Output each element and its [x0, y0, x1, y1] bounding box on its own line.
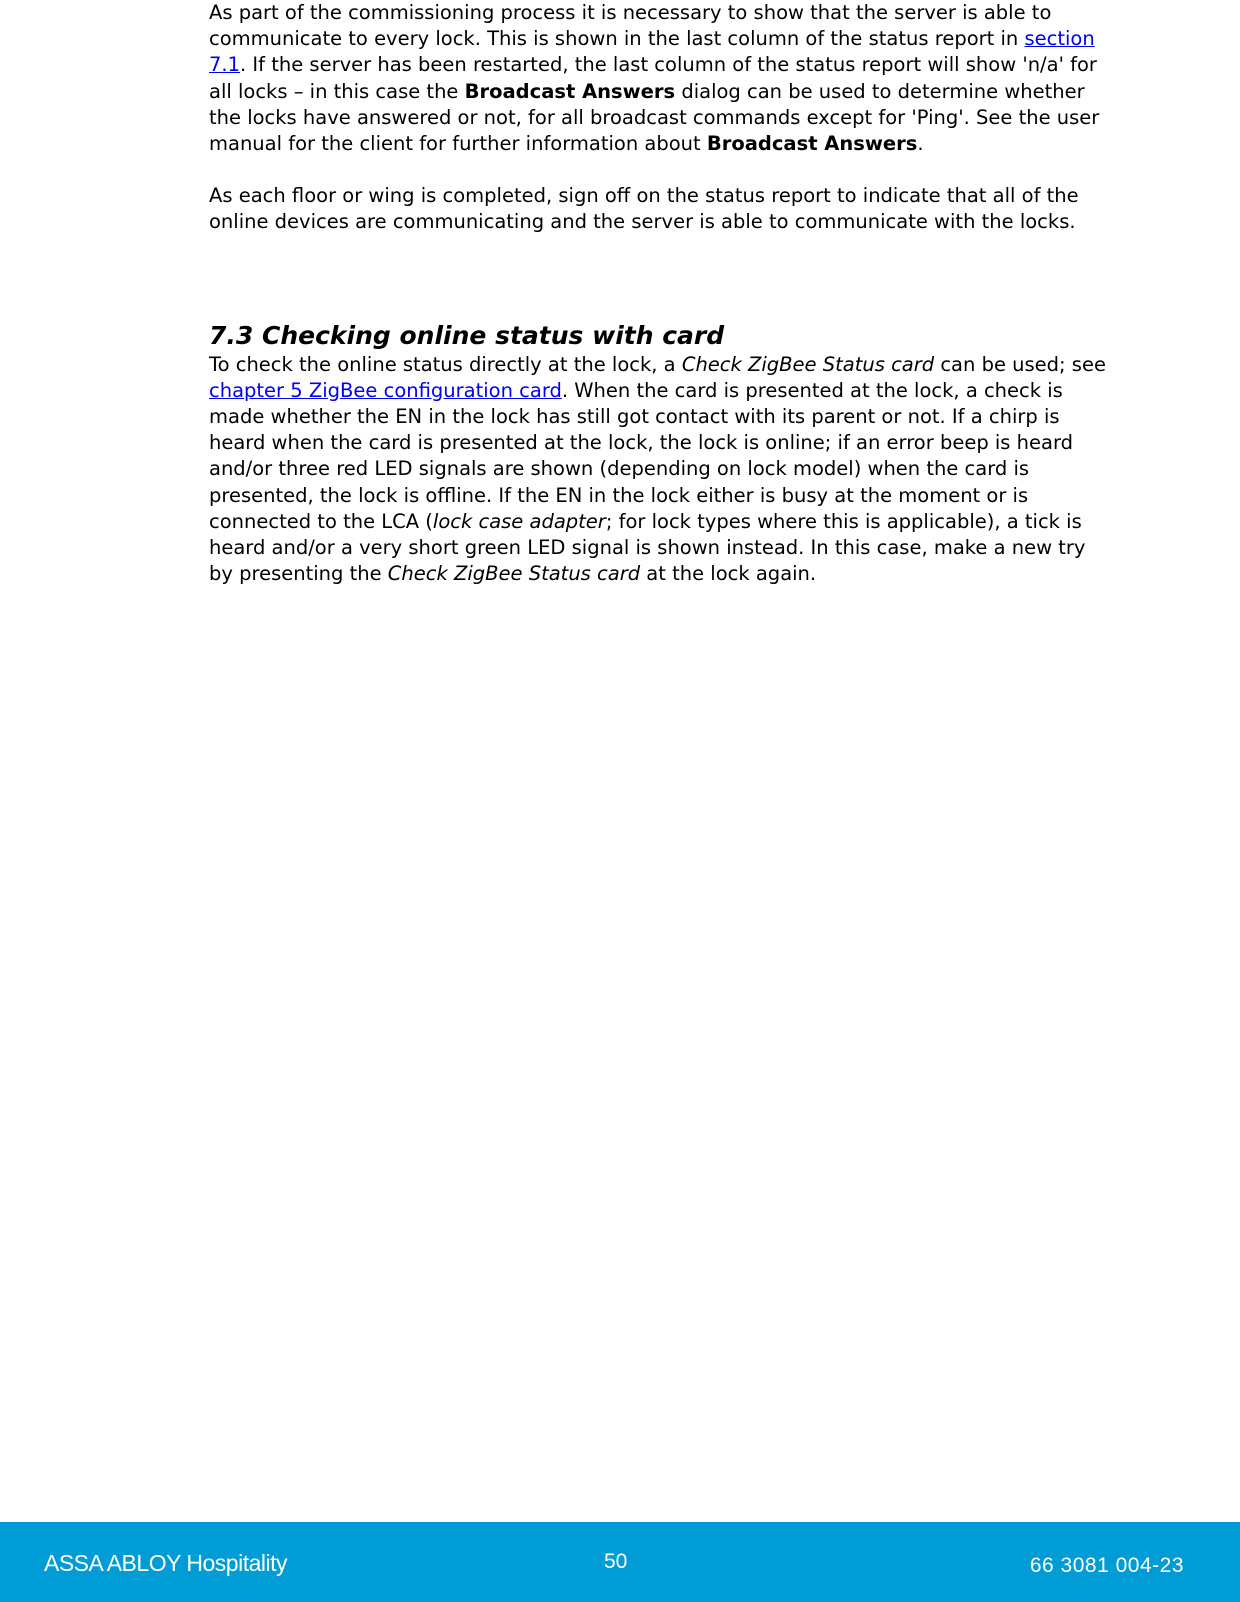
section-text-1: To check the online status directly at the lock, a: [209, 352, 682, 376]
document-number: 66 3081 004-23: [1029, 1554, 1184, 1577]
commissioning-paragraph: [209, 0, 1109, 157]
section-7-1-link[interactable]: section 7.1: [209, 27, 1095, 77]
paragraph-spacer: [209, 157, 1109, 183]
lock-case-adapter-italic: lock case adapter: [432, 509, 606, 533]
section-text-3: . When the card is presented at the lock, a check is made whether the EN in the lock has still got contact with its parent or not. If a chirp is heard when the card is presented at the lock, the lock is online; if an error beep is heard and/or three red LED signals are shown (depending on lock model) when the card is presented, the lock is offline. If the EN in the lock either is busy at the moment or is connected to the LCA (: [209, 378, 1074, 533]
broadcast-answers-bold-2: Broadcast Answers: [706, 132, 918, 156]
section-text-4: ; for lock types where this is applicable), a tick is heard and/or a very short green LED signal is shown instead. In this case, make a new try by presenting the: [209, 509, 1086, 586]
para1-text-3: dialog can be used to determine whether the locks have answered or not, for all broadcast commands except for 'Ping'. See the user manual for the client for further information about: [209, 79, 1100, 156]
chapter-5-link[interactable]: chapter 5 ZigBee configuration card: [209, 378, 562, 402]
online-status-paragraph: [209, 352, 1109, 588]
para1-text-2: . If the server has been restarted, the last column of the status report will show 'n/a' for all locks – in this case the: [209, 53, 1097, 103]
document-body: [209, 0, 1109, 587]
check-zigbee-status-card-italic-2: Check ZigBee Status card: [387, 562, 641, 586]
sign-off-paragraph: As each floor or wing is completed, sign off on the status report to indicate that all of the online devices are communicating and the server is able to communicate with the locks.: [209, 184, 1079, 234]
section-text-5: at the lock again.: [640, 562, 817, 586]
broadcast-answers-bold-1: Broadcast Answers: [464, 79, 676, 103]
para1-text-4: .: [917, 132, 924, 156]
brand-name: ASSA ABLOY Hospitality: [44, 1550, 287, 1576]
section-text-2: can be used; see: [934, 352, 1106, 376]
section-heading: 7.3 Checking online status with card: [209, 320, 725, 350]
page-number: 50: [604, 1550, 628, 1573]
check-zigbee-status-card-italic-1: Check ZigBee Status card: [681, 352, 935, 376]
para1-text-1: As part of the commissioning process it is necessary to show that the server is able to communicate to every lock. This is shown in the last column of the status report in: [209, 1, 1052, 51]
page-footer: [0, 1522, 1240, 1602]
